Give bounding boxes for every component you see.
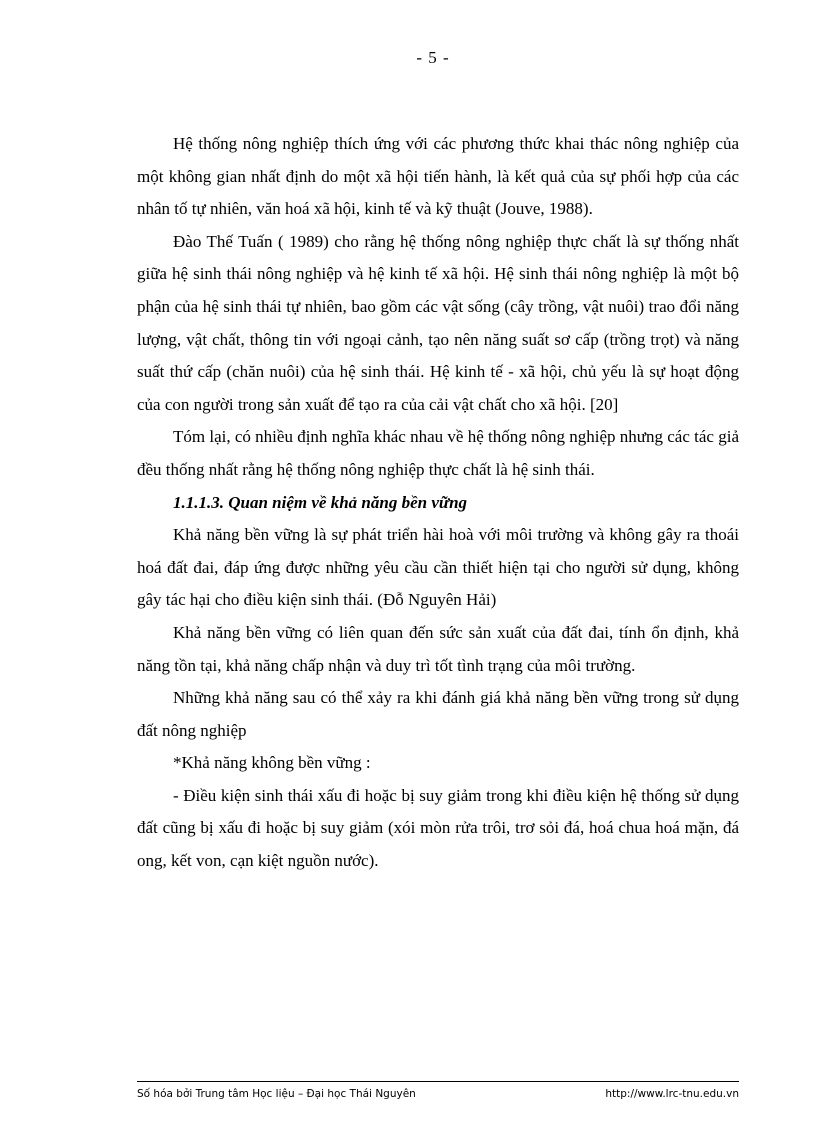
paragraph-sustainability-definition: Khả năng bền vững là sự phát triển hài hoà với môi trường và không gây ra thoái hoá đất đai, đáp ứng được những yêu cầu cần thiết hiện tại cho người sử dụng, không gây tác hại cho điều kiện sinh thái. (Đỗ Nguyên Hải) [137, 525, 739, 610]
paragraph-sustainability-factors: Khả năng bền vững có liên quan đến sức sản xuất của đất đai, tính ổn định, khả năng tồn tại, khả năng chấp nhận và duy trì tốt tình trạng của môi trường. [137, 622, 739, 675]
paragraph-assessment-cases: Những khả năng sau có thể xảy ra khi đánh giá khả năng bền vững trong sử dụng đất nông nghiệp [137, 688, 739, 740]
footer-source: Số hóa bởi Trung tâm Học liệu – Đại học Thái Nguyên [137, 1088, 416, 1100]
paragraph-summary: Tóm lại, có nhiều định nghĩa khác nhau về hệ thống nông nghiệp nhưng các tác giả đều thống nhất rằng hệ thống nông nghiệp thực chất là hệ sinh thái. [137, 427, 739, 479]
footer-divider [137, 1081, 739, 1082]
paragraph-dao-the-tuan: Đào Thế Tuấn ( 1989) cho rằng hệ thống nông nghiệp thực chất là sự thống nhất giữa hệ sinh thái nông nghiệp và hệ kinh tế xã hội. Hệ sinh thái nông nghiệp là một bộ phận của hệ sinh thái tự nhiên, bao gồm các vật sống (cây trồng, vật nuôi) trao đổi năng lượng, vật chất, thông tin với ngoại cảnh, tạo nên năng suất sơ cấp (trồng trọt) và năng suất thứ cấp (chăn nuôi) của hệ sinh thái. Hệ kinh tế - xã hội, chủ yếu là sự hoạt động của con người trong sản xuất để tạo ra của cải vật chất cho xã hội. [20] [137, 231, 739, 414]
footer-url: http://www.lrc-tnu.edu.vn [605, 1088, 739, 1100]
footer [137, 1088, 739, 1100]
paragraph-farming-system-definition: Hệ thống nông nghiệp thích ứng với các phương thức khai thác nông nghiệp của một không gian nhất định do một xã hội tiến hành, là kết quả của sự phối hợp của các nhân tố tự nhiên, văn hoá xã hội, kinh tế và kỹ thuật (Jouve, 1988). [137, 134, 739, 219]
page-number: - 5 - [416, 48, 450, 67]
document-body [137, 128, 739, 878]
paragraph-unsustainable-label: *Khả năng không bền vững : [173, 753, 371, 773]
section-heading: 1.1.1.3. Quan niệm về khả năng bền vững [173, 492, 468, 512]
paragraph-unsustainable-condition: - Điều kiện sinh thái xấu đi hoặc bị suy giảm trong khi điều kiện hệ thống sử dụng đất cũng bị xấu đi hoặc bị suy giảm (xói mòn rửa trôi, trơ sỏi đá, hoá chua hoá mặn, đá ong, kết von, cạn kiệt nguồn nước). [137, 785, 739, 871]
